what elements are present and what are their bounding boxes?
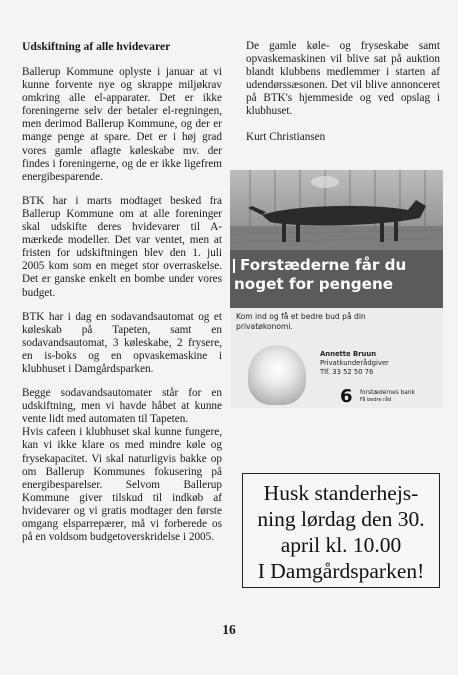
ad-bank-name-block (360, 390, 440, 404)
article-paragraph-2: BTK har i marts modtaget besked fra Ballerup Kommune om at alle foreninger skal udskifte deres hvidevarer til A-mærkede modeller. Det var ventet, men at fristen for udskiftningen blev den 1. juli 2005 kom som en meget stor overraskelse. Det er ganske enkelt en bombe under vores budget. (22, 194, 222, 299)
article-signature: Kurt Christiansen (246, 130, 326, 143)
ad-bank-name: forstædernes bank (360, 390, 415, 396)
ad-headline (234, 256, 440, 294)
article-title: Udskiftning af alle hvidevarer (22, 40, 171, 53)
ad-photo-dog (230, 170, 443, 250)
notice-line-2: ning lørdag den 30. (257, 507, 425, 531)
article-continuation: De gamle køle- og fryseskabe samt opvaskemaskinen vil blive sat på auktion blandt klubbens medlemmer i starten af udendørssæsonen. Det vil blive annonceret på BTK's hjemmeside og ved opslag i klubhuset. (246, 40, 440, 118)
ad-body-line-1: Kom ind og få et bedre bud på din (236, 312, 366, 321)
ad-headline-line-2: noget for pengene (234, 275, 394, 293)
ad-body-line-2: privatøkonomi. (236, 322, 293, 331)
event-notice-box (242, 473, 440, 588)
article-right-column (246, 40, 440, 156)
ad-contact-name: Annette Bruun (320, 350, 377, 358)
ad-contact-title: Privatkunderådgiver (320, 359, 389, 367)
bank-logo-icon (338, 386, 356, 404)
ad-headline-band (230, 250, 443, 308)
dog-photo-icon (230, 170, 443, 250)
article-paragraph-1: Ballerup Kommune oplyste i januar at vi kunne forvente nye og skrappe miljøkrav omkring alle el-apparater. Det er ikke foreningerne selv der betaler el-regningen, men derimod Ballerup Kommune, og der er mange penge at spare. Det er i høj grad vores gamle aflagte køleskabe mv. der findes i foreningerne, og de er ikke ligefrem energibesparende. (22, 66, 222, 183)
ad-contact (320, 350, 440, 377)
notice-line-3: april kl. 10.00 (280, 533, 402, 557)
article-paragraph-5: Hvis cafeen i klubhuset skal kunne fungere, kan vi ikke klare os med mindre køle og frysekapacitet. Vi skal naturligvis bakke op om Ballerup Kommunes fokusering på energibesparelser. Selvom Ballerup Kommune giver tilskud til indkøb af hvidevarer og vi gratis modtager den første omgang elsparrepærer, må vi forberede os på en voldsom budgetoverskridelse i 2005. (22, 426, 222, 544)
ad-contact-phone: Tlf. 33 52 50 76 (320, 368, 374, 376)
ad-portrait-photo (248, 345, 306, 405)
page-number: 16 (222, 622, 236, 637)
bank-logo-glyph: 6 (340, 386, 353, 404)
article-paragraph-3: BTK har i dag en sodavandsautomat og et køleskab på Tapeten, samt en sodavandsautomat, 3 køleskabe, 2 frysere, en is-boks og en opvaskemaskine i klubhuset i Damgårdsparken. (22, 310, 222, 375)
notice-line-4: I Damgårdsparken! (257, 559, 425, 583)
ad-bank-tagline: Få bedre råd (360, 397, 392, 403)
bank-advertisement (230, 170, 443, 408)
article-paragraph-4: Begge sodavandsautomater står for en udskiftning, men vi havde håbet at kunne vente lidt med automaten til Tapeten. (22, 387, 222, 426)
ad-headline-line-1: Forstæderne får du (240, 256, 407, 274)
ad-body (236, 312, 436, 332)
article-left-column (22, 40, 222, 555)
notice-line-1: Husk standerhejs- (263, 481, 419, 505)
